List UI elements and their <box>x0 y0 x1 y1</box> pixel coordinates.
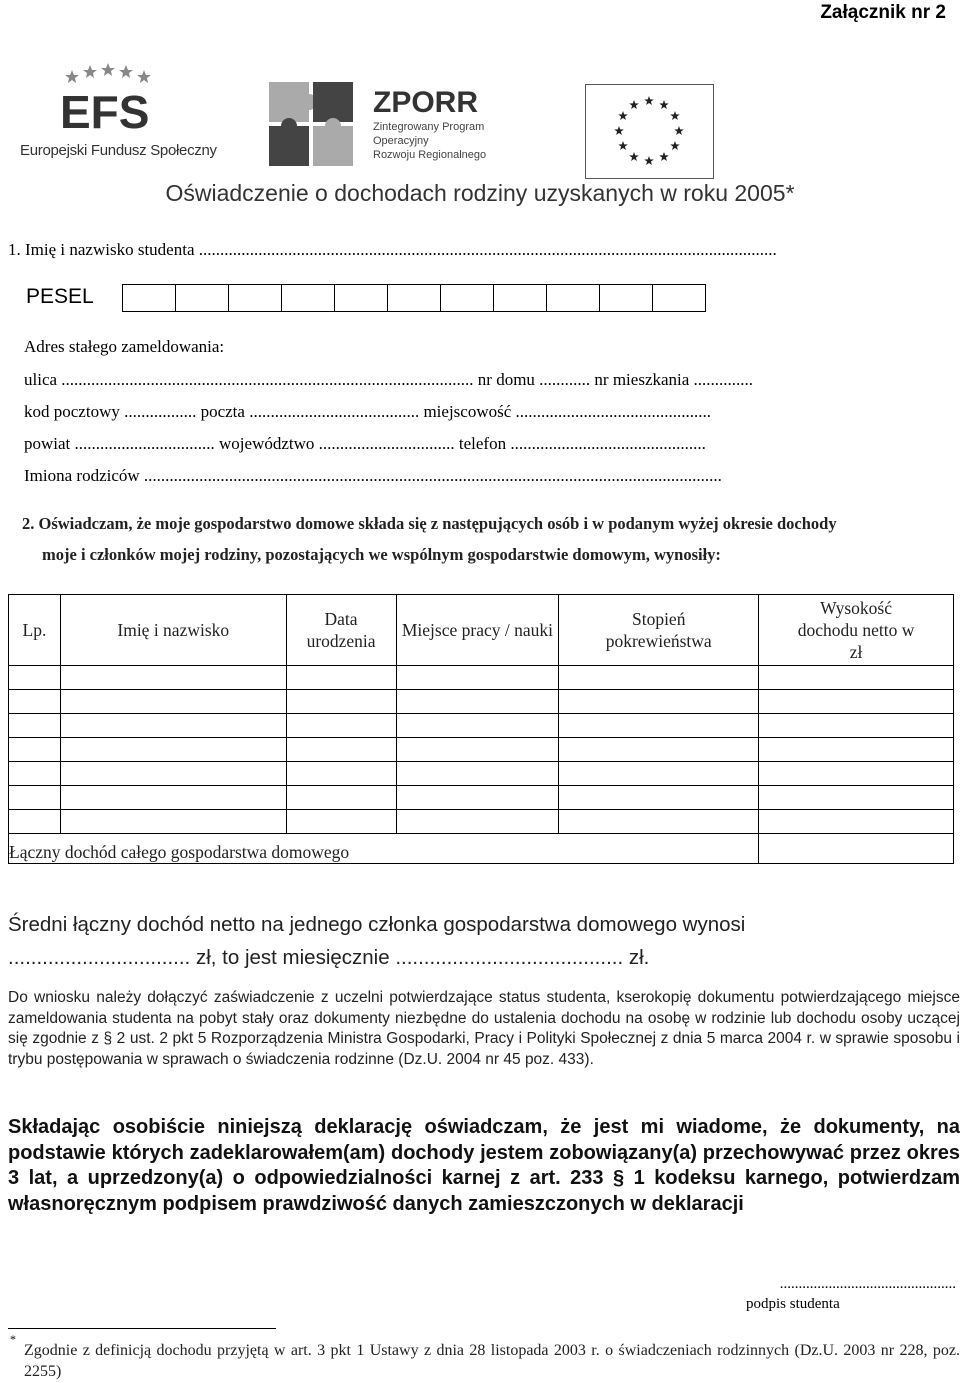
cell-birth-date[interactable] <box>286 786 396 810</box>
pesel-digit-box[interactable] <box>547 285 600 311</box>
cell-lp[interactable] <box>9 666 61 690</box>
signature-label: podpis studenta <box>746 1296 840 1312</box>
header-name: Imię i nazwisko <box>60 595 286 666</box>
cell-lp[interactable] <box>9 738 61 762</box>
table-row <box>9 714 954 738</box>
cell-workplace[interactable] <box>396 690 559 714</box>
cell-workplace[interactable] <box>396 738 559 762</box>
eu-star-icon <box>670 111 680 120</box>
cell-income[interactable] <box>759 714 954 738</box>
attachment-label: Załącznik nr 2 <box>820 2 946 23</box>
pesel-digit-box[interactable] <box>653 285 705 311</box>
zporr-logo <box>265 78 495 168</box>
address-label: Adres stałego zameldowania: <box>24 337 225 356</box>
section-2-line-1: 2. Oświadczam, że moje gospodarstwo domowe składa się z następujących osób i w podanym wyżej okresie dochody <box>22 514 837 533</box>
household-income-table <box>8 594 954 864</box>
table-row <box>9 762 954 786</box>
pesel-digit-box[interactable] <box>388 285 441 311</box>
header-income-text: Wysokość dochodu netto w zł <box>797 598 915 662</box>
header-relationship <box>559 595 759 666</box>
table-row <box>9 690 954 714</box>
declaration-text: Składając osobiście niniejszą deklarację oświadczam, że jest mi wiadome, że dokumenty, na podstawie których zadeklarowałem(am) dochody jestem zobowiązany(a) przechowywać przez okres 3 lat, a uprzedzony(a) o odpowiedzialności karnej z art. 233 § 1 kodeksu karnego, potwierdzam własnoręcznym podpisem prawdziwość danych zamieszczonych w deklaracji <box>8 1116 960 1215</box>
total-income-cell[interactable] <box>759 834 954 864</box>
cell-workplace[interactable] <box>396 666 559 690</box>
eu-star-icon <box>674 126 684 135</box>
efs-mark: EFS <box>60 86 150 138</box>
total-label: Łączny dochód całego gospodarstwa domowego <box>9 834 759 864</box>
eu-star-icon <box>644 156 654 165</box>
title-footnote-mark: * <box>785 180 795 206</box>
cell-name[interactable] <box>60 714 286 738</box>
zporr-line-2: Operacyjny <box>373 135 429 147</box>
cell-name[interactable] <box>60 810 286 834</box>
pesel-digit-box[interactable] <box>229 285 282 311</box>
parents-field[interactable]: Imiona rodziców ........................................................................................................................................ <box>24 466 722 485</box>
cell-income[interactable] <box>759 810 954 834</box>
cell-relationship[interactable] <box>559 666 759 690</box>
pesel-digit-box[interactable] <box>335 285 388 311</box>
table-row <box>9 738 954 762</box>
eu-stars-icon <box>586 85 713 178</box>
header-workplace: Miejsce pracy / nauki <box>396 595 559 666</box>
eu-star-icon <box>618 111 628 120</box>
average-line-1: Średni łączny dochód netto na jednego członka gospodarstwa domowego wynosi <box>8 913 746 936</box>
zporr-mark: ZPORR <box>373 86 478 119</box>
pesel-digit-box[interactable] <box>600 285 653 311</box>
section-2-line-2: moje i członków mojej rodziny, pozostających we wspólnym gospodarstwie domowym, wynosiły: <box>42 545 721 564</box>
cell-name[interactable] <box>60 690 286 714</box>
cell-name[interactable] <box>60 738 286 762</box>
cell-birth-date[interactable] <box>286 762 396 786</box>
puzzle-icon <box>265 78 495 168</box>
eu-star-icon <box>629 152 639 161</box>
eu-star-icon <box>629 100 639 109</box>
header-birth-date <box>286 595 396 666</box>
page-title <box>0 180 960 207</box>
footnote-mark: * <box>10 1332 16 1346</box>
street-field[interactable]: ulica ................................................................................................. nr domu ............ nr mieszkania .............. <box>24 370 754 389</box>
cell-birth-date[interactable] <box>286 714 396 738</box>
cell-relationship[interactable] <box>559 690 759 714</box>
section-2-statement <box>8 508 960 570</box>
cell-income[interactable] <box>759 786 954 810</box>
efs-emblem <box>20 60 205 140</box>
total-row <box>9 834 954 864</box>
table-row <box>9 666 954 690</box>
cell-birth-date[interactable] <box>286 738 396 762</box>
eu-flag-logo <box>585 84 714 179</box>
pesel-digit-box[interactable] <box>494 285 547 311</box>
postal-field[interactable]: kod pocztowy ................. poczta ........................................ miejscowość .............................................. <box>24 402 712 421</box>
cell-income[interactable] <box>759 762 954 786</box>
cell-relationship[interactable] <box>559 738 759 762</box>
title-text: Oświadczenie o dochodach rodziny uzyskanych w roku 2005 <box>165 180 786 206</box>
zporr-line-3: Rozwoju Regionalnego <box>373 149 487 161</box>
cell-name[interactable] <box>60 762 286 786</box>
footnote-divider <box>8 1328 276 1329</box>
cell-income[interactable] <box>759 666 954 690</box>
cell-workplace[interactable] <box>396 786 559 810</box>
header-income <box>759 595 954 666</box>
footnote-text: Zgodnie z definicją dochodu przyjętą w art. 3 pkt 1 Ustawy z dnia 28 listopada 2003 r. o świadczeniach rodzinnych (Dz.U. 2003 nr 228, poz. 2255) <box>24 1342 960 1380</box>
county-field[interactable]: powiat ................................. województwo ................................ telefon .............................................. <box>24 434 706 453</box>
cell-workplace[interactable] <box>396 762 559 786</box>
header-lp: Lp. <box>9 595 61 666</box>
attachments-note: Do wniosku należy dołączyć zaświadczenie z uczelni potwierdzające status studenta, kserokopię dokumentu potwierdzającego miejsce zameldowania studenta na pobyt stały oraz dokumenty niezbędne do ustalenia dochodu na osobę w rodzinie lub dochodu osoby uczącej się zgodnie z § 2 ust. 2 pkt 5 Rozporządzenia Ministra Gospodarki, Pracy i Polityki Społecznej z dnia 5 marca 2004 r. w sprawie sposobu i trybu postępowania w sprawach o świadczenia rodzinne (Dz.U. 2004 nr 45 poz. 433). <box>8 989 960 1069</box>
cell-lp[interactable] <box>9 690 61 714</box>
cell-lp[interactable] <box>9 714 61 738</box>
pesel-digit-box[interactable] <box>123 285 176 311</box>
eu-star-icon <box>659 152 669 161</box>
cell-name[interactable] <box>60 666 286 690</box>
pesel-digit-box[interactable] <box>441 285 494 311</box>
average-line-2[interactable]: ................................ zł, to jest miesięcznie ........................................ zł. <box>8 946 650 969</box>
student-name-field[interactable]: 1. Imię i nazwisko studenta ........................................................................................................................................ <box>8 240 777 259</box>
table-row <box>9 786 954 810</box>
eu-star-icon <box>670 141 680 150</box>
cell-relationship[interactable] <box>559 786 759 810</box>
cell-relationship[interactable] <box>559 810 759 834</box>
signature-line[interactable]: ............................................... <box>779 1276 956 1292</box>
cell-workplace[interactable] <box>396 810 559 834</box>
table-row <box>9 810 954 834</box>
eu-star-icon <box>614 126 624 135</box>
zporr-line-1: Zintegrowany Program <box>373 121 485 133</box>
cell-relationship[interactable] <box>559 714 759 738</box>
cell-birth-date[interactable] <box>286 810 396 834</box>
cell-income[interactable] <box>759 738 954 762</box>
cell-birth-date[interactable] <box>286 690 396 714</box>
pesel-input[interactable] <box>122 284 706 312</box>
average-income-statement <box>8 908 960 974</box>
header-birth-date-text: Data urodzenia <box>306 609 376 651</box>
pesel-digit-box[interactable] <box>282 285 335 311</box>
table-header-row <box>9 595 954 666</box>
pesel-label: PESEL <box>26 285 94 308</box>
cell-income[interactable] <box>759 690 954 714</box>
efs-name: Europejski Fundusz Społeczny <box>20 142 217 159</box>
efs-logo <box>20 60 217 170</box>
eu-star-icon <box>618 141 628 150</box>
eu-star-icon <box>644 96 654 105</box>
cell-lp[interactable] <box>9 762 61 786</box>
cell-lp[interactable] <box>9 786 61 810</box>
cell-relationship[interactable] <box>559 762 759 786</box>
eu-star-icon <box>659 100 669 109</box>
cell-workplace[interactable] <box>396 714 559 738</box>
pesel-digit-box[interactable] <box>176 285 229 311</box>
cell-name[interactable] <box>60 786 286 810</box>
header-relationship-text: Stopień pokrewieństwa <box>605 609 712 651</box>
cell-lp[interactable] <box>9 810 61 834</box>
cell-birth-date[interactable] <box>286 666 396 690</box>
